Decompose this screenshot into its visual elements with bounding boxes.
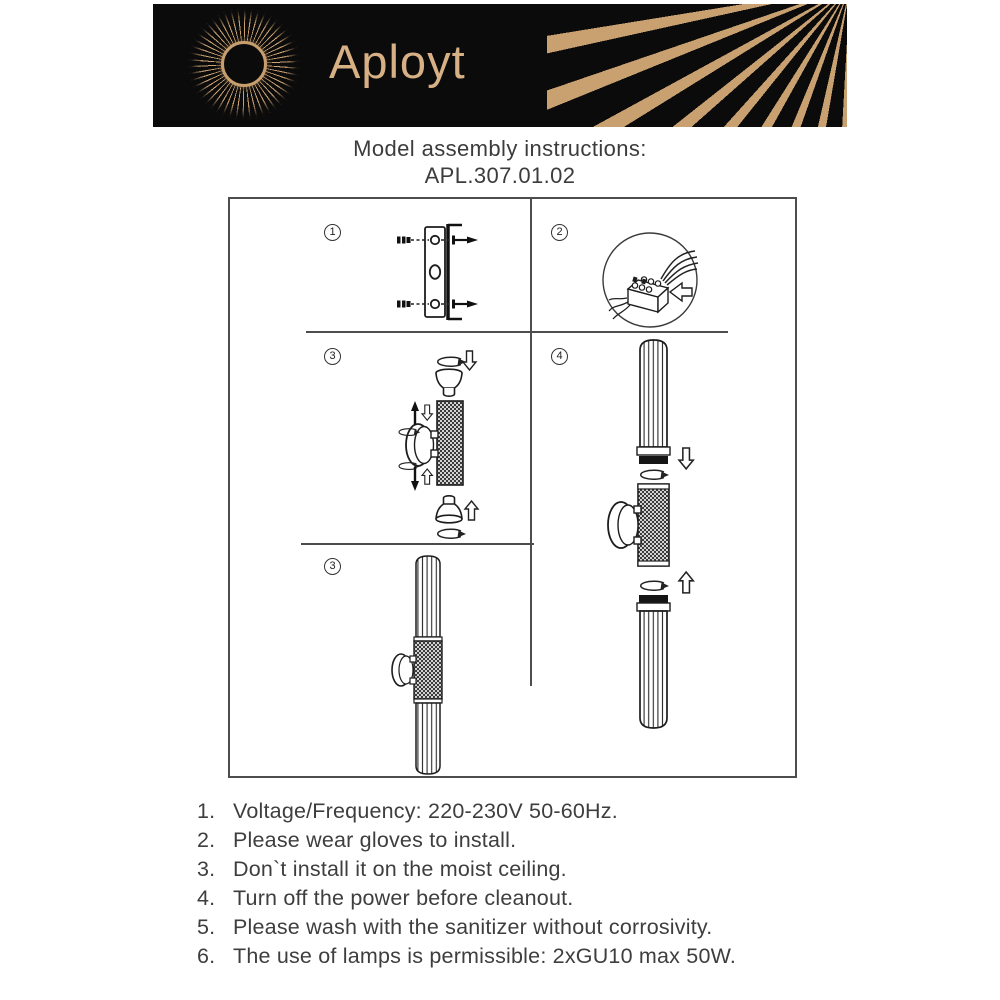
list-item bbox=[197, 826, 897, 855]
step-2-badge: 2 bbox=[551, 224, 568, 241]
brand-banner bbox=[153, 4, 847, 127]
list-item-number: 2. bbox=[197, 828, 216, 852]
list-item-number: 4. bbox=[197, 886, 216, 910]
list-item bbox=[197, 913, 897, 942]
list-item-text: Don`t install it on the moist ceiling. bbox=[233, 857, 567, 881]
assembled-lamp-illustration bbox=[388, 551, 478, 779]
step-5-badge: 3 bbox=[324, 558, 341, 575]
list-item-text: Please wash with the sanitizer without corrosivity. bbox=[233, 915, 713, 939]
sunburst-hub bbox=[221, 41, 267, 87]
bulb-install-illustration bbox=[395, 349, 515, 545]
assembly-diagram bbox=[228, 197, 797, 778]
list-item-number: 3. bbox=[197, 857, 216, 881]
list-item bbox=[197, 884, 897, 913]
list-item-number: 1. bbox=[197, 799, 216, 823]
model-number: APL.307.01.02 bbox=[424, 163, 576, 188]
list-item-text: Turn off the power before cleanout. bbox=[233, 886, 574, 910]
mounting-bracket-illustration bbox=[395, 219, 500, 324]
list-item bbox=[197, 797, 897, 826]
list-item-text: Voltage/Frequency: 220-230V 50-60Hz. bbox=[233, 799, 618, 823]
step-4-badge: 4 bbox=[551, 348, 568, 365]
list-item-number: 6. bbox=[197, 944, 216, 968]
page-title: Model assembly instructions: bbox=[353, 136, 647, 161]
instruction-list bbox=[197, 797, 897, 971]
list-item-text: The use of lamps is permissible: 2xGU10 max 50W. bbox=[233, 944, 737, 968]
brand-name: Aployt bbox=[329, 35, 466, 88]
shade-install-illustration bbox=[605, 334, 705, 744]
sunburst-logo-icon bbox=[189, 9, 299, 119]
wiring-terminal-illustration bbox=[598, 229, 702, 333]
divider-vertical bbox=[530, 199, 532, 686]
list-item bbox=[197, 942, 897, 971]
step-1-badge: 1 bbox=[324, 224, 341, 241]
corner-rays-decoration bbox=[547, 4, 847, 127]
list-item-text: Please wear gloves to install. bbox=[233, 828, 517, 852]
list-item-number: 5. bbox=[197, 915, 216, 939]
step-3-badge: 3 bbox=[324, 348, 341, 365]
list-item bbox=[197, 855, 897, 884]
